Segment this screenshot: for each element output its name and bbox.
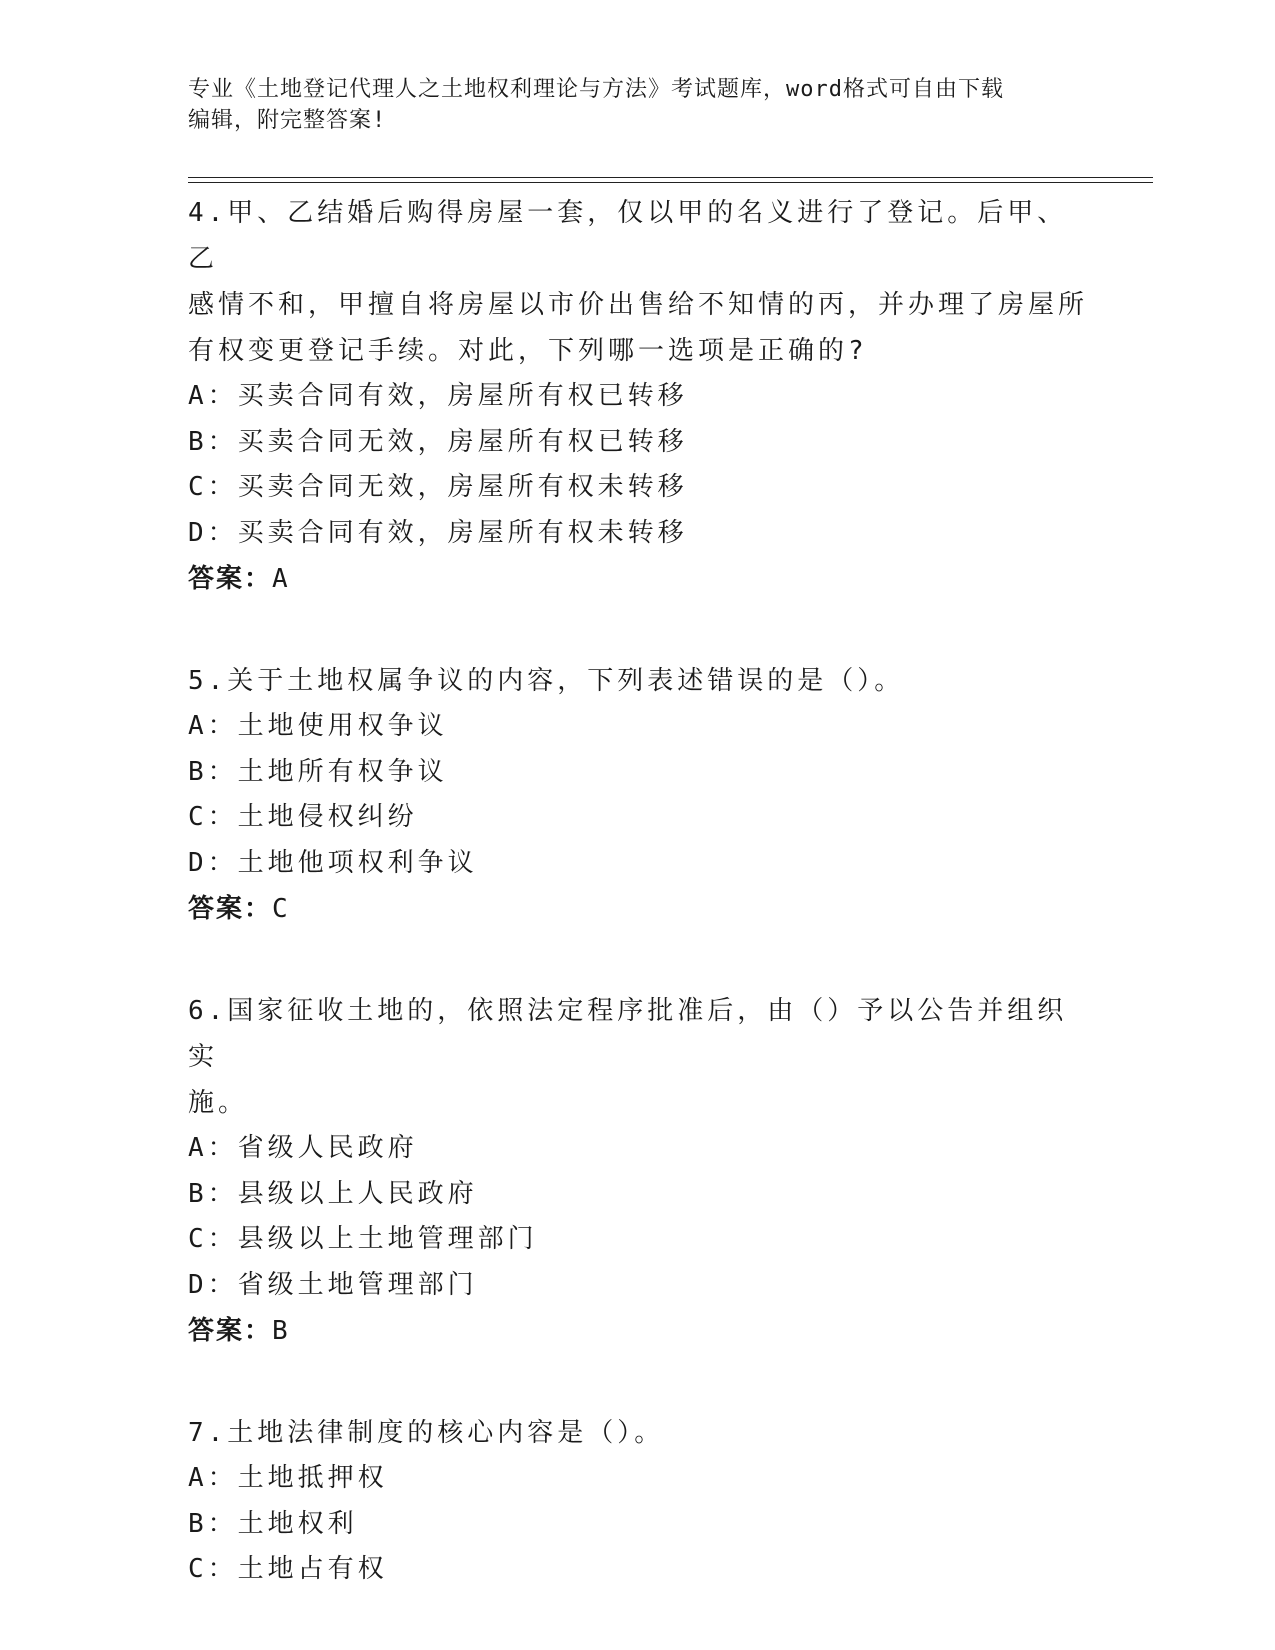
- answer-value: C: [272, 894, 290, 924]
- answer-value: A: [272, 564, 290, 594]
- answer-line: [188, 1308, 1088, 1354]
- question-stem-line: 感情不和，甲擅自将房屋以市价出售给不知情的丙，并办理了房屋所: [188, 290, 1089, 320]
- option-c: C：买卖合同无效，房屋所有权未转移: [188, 472, 688, 502]
- option-b: B：土地权利: [188, 1508, 358, 1539]
- option-a: A：省级人民政府: [188, 1133, 418, 1163]
- option-c: C：土地占有权: [188, 1554, 388, 1584]
- option-d: D：省级土地管理部门: [188, 1269, 478, 1300]
- question-stem-line: 施。: [188, 1088, 249, 1118]
- option-d: D：土地他项权利争议: [188, 847, 478, 878]
- option-b: B：土地所有权争议: [188, 756, 448, 787]
- header-line-1: 专业《土地登记代理人之土地权利理论与方法》考试题库，word格式可自由下载: [188, 77, 1004, 102]
- answer-line: [188, 556, 1088, 602]
- header-line-2: 编辑，附完整答案!: [188, 108, 387, 133]
- question-stem-line: 有权变更登记手续。对此，下列哪一选项是正确的?: [188, 336, 868, 366]
- option-a: A：土地使用权争议: [188, 711, 448, 741]
- option-a: A：土地抵押权: [188, 1463, 388, 1493]
- answer-line: [188, 886, 1088, 932]
- option-b: B：县级以上人民政府: [188, 1178, 478, 1209]
- option-a: A：买卖合同有效，房屋所有权已转移: [188, 381, 688, 411]
- question-list: [188, 190, 1088, 1649]
- answer-label: 答案：: [188, 1316, 273, 1346]
- header-divider-bottom: [188, 182, 1153, 183]
- answer-value: B: [272, 1316, 290, 1346]
- question-5: [188, 658, 1088, 932]
- answer-label: 答案：: [188, 894, 273, 924]
- option-b: B：买卖合同无效，房屋所有权已转移: [188, 426, 688, 457]
- option-c: C：土地侵权纠纷: [188, 802, 418, 832]
- question-stem-line: 4.甲、乙结婚后购得房屋一套，仅以甲的名义进行了登记。后甲、乙: [188, 198, 1068, 274]
- option-d: D：买卖合同有效，房屋所有权未转移: [188, 517, 688, 548]
- question-7: [188, 1410, 1088, 1593]
- answer-label: 答案：: [188, 564, 273, 594]
- question-4: [188, 190, 1088, 602]
- question-6: [188, 988, 1088, 1354]
- header-divider-top: [188, 177, 1153, 178]
- question-stem-line: 6.国家征收土地的，依照法定程序批准后，由（）予以公告并组织实: [188, 996, 1068, 1072]
- option-c: C：县级以上土地管理部门: [188, 1224, 538, 1254]
- question-stem-line: 7.土地法律制度的核心内容是（）。: [188, 1418, 665, 1448]
- question-stem-line: 5.关于土地权属争议的内容，下列表述错误的是（）。: [188, 666, 905, 696]
- document-header: [188, 74, 1088, 136]
